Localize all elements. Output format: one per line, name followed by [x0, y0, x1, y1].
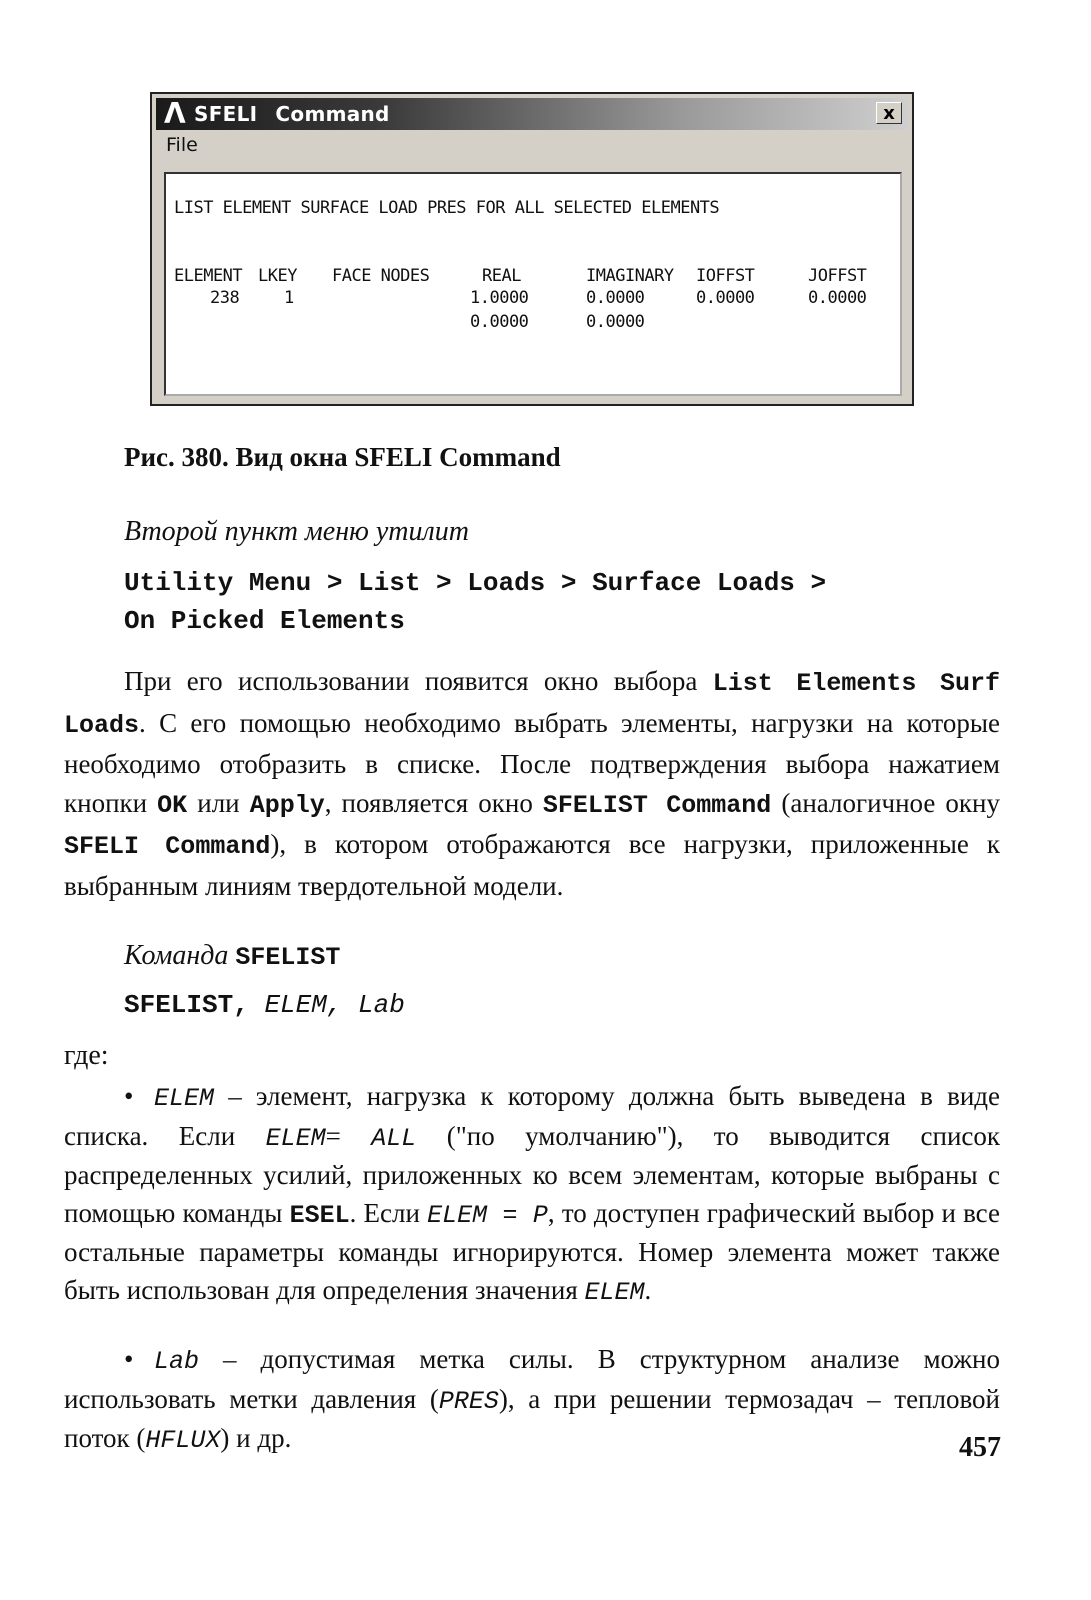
cell-element: 238 [210, 288, 240, 308]
window-title-name: SFELI [194, 102, 258, 126]
where-label: где: [64, 1040, 109, 1071]
para-text-4: , появляется окно [324, 787, 543, 818]
menu-path-line-1: Utility Menu > List > Loads > Surface Loads > [124, 568, 827, 598]
bullet1-text-3: ("по умолчанию"), то выводится список распределенных усилий, приложенных ко всем элементам, которые выбраны с помощью команды [64, 1120, 1000, 1228]
col-real: REAL [482, 266, 521, 286]
para-apply-label: Apply [249, 790, 325, 820]
para-sfeli-window: SFELI Command [64, 832, 271, 861]
window-title-command: Command [275, 102, 390, 126]
bullet1-text-4: . Если [349, 1197, 428, 1228]
para-text-3: или [187, 787, 250, 818]
para-ok-label: OK [157, 790, 188, 820]
menu-intro: Второй пункт меню утилит [124, 516, 469, 547]
cell-imaginary-2: 0.0000 [586, 312, 645, 332]
bullet1-var-4: ELEM = P [427, 1200, 548, 1230]
col-imaginary: IMAGINARY [586, 266, 674, 286]
menu-path-line-2: On Picked Elements [124, 606, 405, 636]
cell-imaginary: 0.0000 [586, 288, 645, 308]
output-heading: LIST ELEMENT SURFACE LOAD PRES FOR ALL SELECTED ELEMENTS [174, 198, 720, 218]
body-paragraph [64, 662, 1000, 905]
bullet-dot: • [124, 1081, 134, 1111]
cell-lkey: 1 [284, 288, 294, 308]
bullet1-text-6: . [644, 1274, 652, 1305]
bullet2-text-1: – допустимая метка силы. В структурном анализе можно использовать метки давления ( [64, 1344, 1000, 1414]
col-ioffst: IOFFST [696, 266, 755, 286]
close-icon[interactable]: x [876, 102, 902, 124]
command-name: SFELIST [235, 943, 341, 972]
menu-file[interactable]: File [166, 134, 198, 156]
bullet1-text-2: = [325, 1120, 372, 1151]
command-syntax [124, 990, 405, 1020]
command-syntax-args: ELEM, Lab [264, 990, 405, 1020]
bullet1-text-1: – элемент, нагрузка к которому должна быть выведена в виде списка. Если [64, 1081, 1000, 1151]
bullet1-var-1: ELEM [154, 1084, 215, 1113]
bullet1-esel: ESEL [289, 1200, 350, 1230]
window-title [194, 102, 390, 126]
bullet1-var-2: ELEM [265, 1123, 326, 1153]
col-joffst: JOFFST [808, 266, 867, 286]
cell-joffst: 0.0000 [808, 288, 867, 308]
ansys-logo-icon: Λ [164, 97, 186, 130]
para-sfelist-window: SFELIST Command [542, 790, 772, 820]
bullet2-var-3: HFLUX [145, 1426, 221, 1455]
bullet2-var-1: Lab [154, 1347, 200, 1376]
bullet2-var-2: PRES [438, 1386, 499, 1416]
cell-real-2: 0.0000 [470, 312, 529, 332]
para-text-2: . С его помощью необходимо выбрать элементы, нагрузки на которые необходимо отобразить в списке. После подтверждения выбора нажатием кнопки [64, 707, 1000, 818]
para-text-5: (аналогичное окну [771, 787, 1000, 818]
bullet2-text-2: ), а при решении термозадач – тепловой поток ( [64, 1383, 1000, 1453]
output-area [164, 172, 902, 396]
cell-ioffst: 0.0000 [696, 288, 755, 308]
sfeli-command-window [150, 92, 914, 406]
bullet1-var-3: ALL [371, 1123, 417, 1153]
page-number: 457 [959, 1432, 1001, 1463]
col-lkey: LKEY [258, 266, 297, 286]
bullet1-text-5: , то доступен графический выбор и все остальные параметры команды игнорируются. Номер элемента может также быть использован для определения значения [64, 1197, 1000, 1305]
cell-real: 1.0000 [470, 288, 529, 308]
window-titlebar[interactable] [156, 98, 908, 130]
bullet1-var-5: ELEM [584, 1277, 645, 1307]
command-syntax-name: SFELIST, [124, 990, 249, 1020]
bullet-elem [64, 1078, 1000, 1311]
command-heading [124, 940, 340, 972]
para-dialog-name: List Elements Surf Loads [64, 669, 1000, 740]
command-intro: Команда [124, 940, 229, 971]
bullet-lab [64, 1341, 1000, 1460]
bullet2-text-3: ) и др. [220, 1423, 292, 1453]
bullet-dot: • [124, 1344, 134, 1374]
para-text-6: ), в котором отображаются все нагрузки, приложенные к выбранным линиям твердотельной модели. [64, 829, 1000, 901]
para-text-1: При его использовании появится окно выбора [124, 666, 713, 696]
col-element: ELEMENT [174, 266, 243, 286]
col-face-nodes: FACE NODES [332, 266, 430, 286]
figure-caption: Рис. 380. Вид окна SFELI Command [124, 442, 561, 472]
